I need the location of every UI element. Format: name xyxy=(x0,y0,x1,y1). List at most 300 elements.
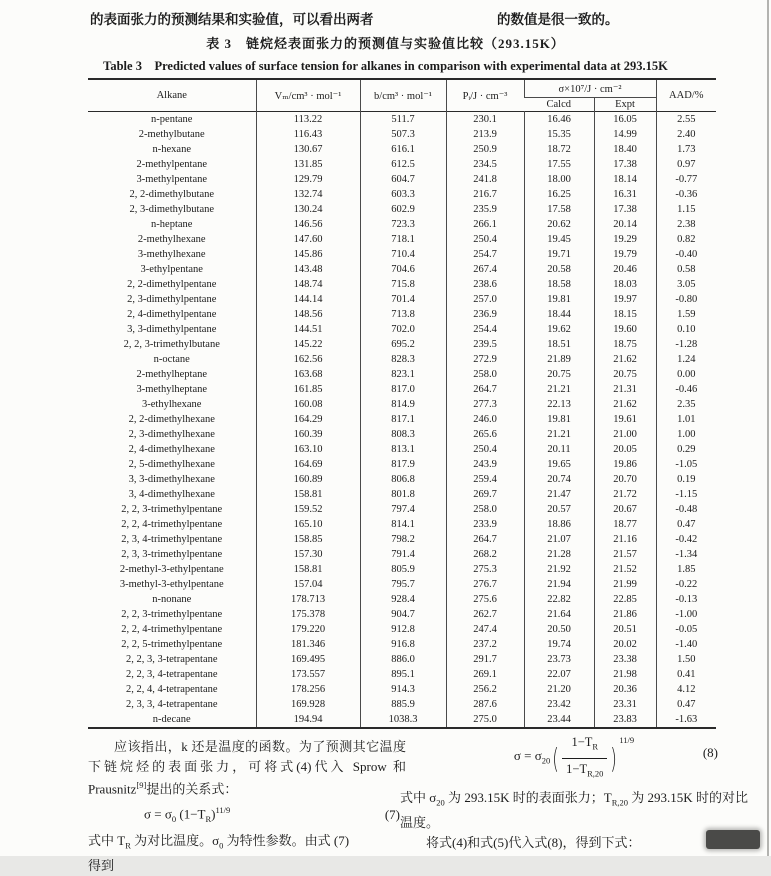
cell-aad: 0.47 xyxy=(656,697,716,712)
cell-alkane: 3-ethylpentane xyxy=(140,264,203,275)
cell-aad: 1.59 xyxy=(656,307,716,322)
cell-expt: 22.85 xyxy=(594,592,656,607)
cell-pi: 262.7 xyxy=(446,607,524,622)
top-paragraph-right-column: 的数值是很一致的。 xyxy=(497,12,619,27)
cell-calcd: 21.89 xyxy=(524,352,594,367)
cell-alkane: 2, 2, 4-trimethylpentane xyxy=(121,519,223,530)
cell-aad: 1.24 xyxy=(656,352,716,367)
cell-alkane: 2, 2, 5-trimethylpentane xyxy=(121,639,223,650)
paragraph-substitute: 将式(4)和式(5)代入式(8)，得到下式： xyxy=(426,834,641,850)
cell-alkane: 2, 2, 3-trimethylpentane xyxy=(121,504,223,515)
cell-alkane: 3, 3-dimethylpentane xyxy=(127,324,217,335)
table-row xyxy=(88,187,716,202)
cell-expt: 21.16 xyxy=(594,532,656,547)
cell-vm: 144.51 xyxy=(256,322,360,337)
table-row xyxy=(88,592,716,607)
cell-alkane: n-octane xyxy=(153,354,190,365)
cell-vm: 146.56 xyxy=(256,217,360,232)
cell-aad: 1.50 xyxy=(656,652,716,667)
cell-expt: 21.98 xyxy=(594,667,656,682)
table-row xyxy=(88,667,716,682)
cell-alkane: n-decane xyxy=(152,714,191,725)
cell-pi: 234.5 xyxy=(446,157,524,172)
cell-vm: 173.557 xyxy=(256,667,360,682)
cell-expt: 21.52 xyxy=(594,562,656,577)
cell-b: 616.1 xyxy=(360,142,446,157)
cell-alkane: 2-methylhexane xyxy=(137,234,206,245)
cell-aad: 0.97 xyxy=(656,157,716,172)
equation-7: $\sigma = \sigma_0$ $(1-T_R)^{11/9}$ (7) xyxy=(88,801,406,829)
table-row xyxy=(88,637,716,652)
cell-b: 808.3 xyxy=(360,427,446,442)
cell-b: 814.1 xyxy=(360,517,446,532)
cell-expt: 18.03 xyxy=(594,277,656,292)
cell-b: 928.4 xyxy=(360,592,446,607)
cell-alkane: n-nonane xyxy=(152,594,192,605)
cell-calcd: 18.58 xyxy=(524,277,594,292)
cell-aad: 0.00 xyxy=(656,367,716,382)
cell-aad: 1.85 xyxy=(656,562,716,577)
table-row xyxy=(88,262,716,277)
cell-expt: 16.05 xyxy=(594,112,656,128)
cell-expt: 17.38 xyxy=(594,157,656,172)
cell-alkane: 2, 2-dimethylbutane xyxy=(129,189,215,200)
cell-alkane: 2, 3, 3, 4-tetrapentane xyxy=(125,699,218,710)
cell-calcd: 17.58 xyxy=(524,202,594,217)
cell-pi: 268.2 xyxy=(446,547,524,562)
table-row xyxy=(88,172,716,187)
header-calcd: Calcd xyxy=(546,99,571,110)
cell-aad: 0.58 xyxy=(656,262,716,277)
equation-8-number: (8) xyxy=(702,745,718,760)
cell-calcd: 18.72 xyxy=(524,142,594,157)
cell-calcd: 21.28 xyxy=(524,547,594,562)
cell-calcd: 21.64 xyxy=(524,607,594,622)
cell-aad: -1.34 xyxy=(656,547,716,562)
cell-calcd: 18.51 xyxy=(524,337,594,352)
table-row xyxy=(88,247,716,262)
cell-pi: 265.6 xyxy=(446,427,524,442)
cell-expt: 21.62 xyxy=(594,397,656,412)
cell-vm: 147.60 xyxy=(256,232,360,247)
cell-b: 602.9 xyxy=(360,202,446,217)
table-row xyxy=(88,562,716,577)
cell-pi: 250.9 xyxy=(446,142,524,157)
eq8-fraction: $\frac{1-T_R}{1-T_{R,20}}$ xyxy=(562,733,607,784)
cell-calcd: 21.92 xyxy=(524,562,594,577)
cell-calcd: 18.44 xyxy=(524,307,594,322)
cell-b: 817.1 xyxy=(360,412,446,427)
cell-calcd: 17.55 xyxy=(524,157,594,172)
cell-alkane: 2, 4-dimethylpentane xyxy=(127,309,217,320)
cell-b: 798.2 xyxy=(360,532,446,547)
cell-pi: 275.3 xyxy=(446,562,524,577)
header-alkane: Alkane xyxy=(156,90,187,101)
cell-b: 805.9 xyxy=(360,562,446,577)
cell-calcd: 20.50 xyxy=(524,622,594,637)
cell-expt: 20.46 xyxy=(594,262,656,277)
cell-calcd: 23.44 xyxy=(524,712,594,728)
cell-pi: 287.6 xyxy=(446,697,524,712)
cell-pi: 267.4 xyxy=(446,262,524,277)
cell-pi: 236.9 xyxy=(446,307,524,322)
cell-aad: 2.38 xyxy=(656,217,716,232)
cell-aad: 0.10 xyxy=(656,322,716,337)
cell-alkane: 3, 3-dimethylhexane xyxy=(128,474,215,485)
cell-vm: 145.86 xyxy=(256,247,360,262)
cell-alkane: 2, 2, 3-trimethylbutane xyxy=(123,339,220,350)
table-row xyxy=(88,442,716,457)
cell-expt: 19.60 xyxy=(594,322,656,337)
cell-alkane: 2-methylpentane xyxy=(136,159,208,170)
cell-vm: 179.220 xyxy=(256,622,360,637)
equation-7-number: (7) xyxy=(384,807,400,823)
cell-vm: 144.14 xyxy=(256,292,360,307)
cell-calcd: 23.42 xyxy=(524,697,594,712)
cell-alkane: 2-methyl-3-ethylpentane xyxy=(119,564,224,575)
cell-calcd: 18.86 xyxy=(524,517,594,532)
cell-vm: 131.85 xyxy=(256,157,360,172)
cell-pi: 235.9 xyxy=(446,202,524,217)
cell-expt: 21.62 xyxy=(594,352,656,367)
cell-pi: 269.1 xyxy=(446,667,524,682)
cell-aad: 0.41 xyxy=(656,667,716,682)
cell-aad: 2.40 xyxy=(656,127,716,142)
cell-b: 718.1 xyxy=(360,232,446,247)
cell-pi: 276.7 xyxy=(446,577,524,592)
cell-pi: 258.0 xyxy=(446,502,524,517)
table-header xyxy=(88,79,716,112)
cell-pi: 259.4 xyxy=(446,472,524,487)
cell-b: 801.8 xyxy=(360,487,446,502)
cell-vm: 169.495 xyxy=(256,652,360,667)
table-row xyxy=(88,142,716,157)
cell-alkane: 2, 2, 4-trimethylpentane xyxy=(121,624,223,635)
cell-pi: 250.4 xyxy=(446,442,524,457)
cell-pi: 257.0 xyxy=(446,292,524,307)
cell-aad: -1.40 xyxy=(656,637,716,652)
cell-vm: 178.256 xyxy=(256,682,360,697)
cell-aad: -1.15 xyxy=(656,487,716,502)
cell-alkane: 2, 2, 3, 4-tetrapentane xyxy=(125,669,218,680)
header-internal-pressure: Pᵢ/J · cm⁻³ xyxy=(446,79,524,112)
cell-b: 916.8 xyxy=(360,637,446,652)
cell-aad: -1.05 xyxy=(656,457,716,472)
table-row xyxy=(88,157,716,172)
cell-b: 886.0 xyxy=(360,652,446,667)
cell-vm: 160.89 xyxy=(256,472,360,487)
cell-b: 1038.3 xyxy=(360,712,446,728)
cell-b: 710.4 xyxy=(360,247,446,262)
cell-vm: 175.378 xyxy=(256,607,360,622)
cell-expt: 20.36 xyxy=(594,682,656,697)
cell-aad: 0.82 xyxy=(656,232,716,247)
cell-pi: 275.0 xyxy=(446,712,524,728)
table-row xyxy=(88,697,716,712)
cell-calcd: 20.57 xyxy=(524,502,594,517)
cell-vm: 164.69 xyxy=(256,457,360,472)
cell-alkane: 3-methylpentane xyxy=(136,174,208,185)
cell-calcd: 16.25 xyxy=(524,187,594,202)
table-row xyxy=(88,337,716,352)
cell-alkane: 2, 2-dimethylhexane xyxy=(128,414,215,425)
table-row xyxy=(88,412,716,427)
cell-aad: -0.80 xyxy=(656,292,716,307)
cell-expt: 20.05 xyxy=(594,442,656,457)
cell-aad: -0.77 xyxy=(656,172,716,187)
cell-calcd: 21.20 xyxy=(524,682,594,697)
cell-aad: 0.47 xyxy=(656,517,716,532)
cell-aad: 1.73 xyxy=(656,142,716,157)
cell-aad: 4.12 xyxy=(656,682,716,697)
cell-vm: 113.22 xyxy=(256,112,360,128)
cell-alkane: 2, 2, 4, 4-tetrapentane xyxy=(125,684,218,695)
cell-expt: 20.75 xyxy=(594,367,656,382)
cell-alkane: 3-methyl-3-ethylpentane xyxy=(119,579,224,590)
cell-expt: 21.31 xyxy=(594,382,656,397)
cell-calcd: 21.94 xyxy=(524,577,594,592)
cell-b: 507.3 xyxy=(360,127,446,142)
cell-b: 702.0 xyxy=(360,322,446,337)
cell-aad: -0.36 xyxy=(656,187,716,202)
cell-expt: 19.79 xyxy=(594,247,656,262)
cell-b: 904.7 xyxy=(360,607,446,622)
cell-pi: 266.1 xyxy=(446,217,524,232)
cell-expt: 18.14 xyxy=(594,172,656,187)
cell-pi: 246.0 xyxy=(446,412,524,427)
cell-expt: 18.77 xyxy=(594,517,656,532)
cell-alkane: 2, 3, 4-trimethylpentane xyxy=(121,534,223,545)
cell-expt: 16.31 xyxy=(594,187,656,202)
cell-calcd: 19.81 xyxy=(524,412,594,427)
cell-pi: 264.7 xyxy=(446,532,524,547)
table-row xyxy=(88,457,716,472)
cell-b: 511.7 xyxy=(360,112,446,128)
cell-b: 612.5 xyxy=(360,157,446,172)
cell-expt: 21.86 xyxy=(594,607,656,622)
cell-expt: 21.57 xyxy=(594,547,656,562)
cell-alkane: 2-methylheptane xyxy=(136,369,208,380)
cell-vm: 158.81 xyxy=(256,487,360,502)
cell-expt: 20.67 xyxy=(594,502,656,517)
cell-pi: 238.6 xyxy=(446,277,524,292)
cell-pi: 216.7 xyxy=(446,187,524,202)
right-paren: ) xyxy=(610,741,618,775)
cell-vm: 194.94 xyxy=(256,712,360,728)
cell-expt: 21.00 xyxy=(594,427,656,442)
cell-expt: 17.38 xyxy=(594,202,656,217)
cell-b: 912.8 xyxy=(360,622,446,637)
table-row xyxy=(88,112,716,128)
cell-vm: 178.713 xyxy=(256,592,360,607)
cell-b: 797.4 xyxy=(360,502,446,517)
cell-expt: 23.83 xyxy=(594,712,656,728)
cell-alkane: 3-ethylhexane xyxy=(142,399,202,410)
table-row xyxy=(88,292,716,307)
table-row xyxy=(88,427,716,442)
cell-b: 795.7 xyxy=(360,577,446,592)
cell-calcd: 23.73 xyxy=(524,652,594,667)
cell-aad: 3.05 xyxy=(656,277,716,292)
cell-alkane: 2, 3-dimethylpentane xyxy=(127,294,217,305)
table-row xyxy=(88,127,716,142)
cell-pi: 256.2 xyxy=(446,682,524,697)
cell-vm: 157.30 xyxy=(256,547,360,562)
cell-calcd: 21.21 xyxy=(524,382,594,397)
cell-vm: 160.39 xyxy=(256,427,360,442)
cell-aad: -0.13 xyxy=(656,592,716,607)
cell-aad: 0.29 xyxy=(656,442,716,457)
table-row xyxy=(88,352,716,367)
cell-calcd: 22.82 xyxy=(524,592,594,607)
cell-alkane: 3-methylheptane xyxy=(136,384,208,395)
reference-mark: [9] xyxy=(136,780,147,790)
cell-aad: -1.28 xyxy=(656,337,716,352)
table-row xyxy=(88,322,716,337)
cell-alkane: 2, 2-dimethylpentane xyxy=(127,279,217,290)
cell-vm: 164.29 xyxy=(256,412,360,427)
cell-calcd: 19.71 xyxy=(524,247,594,262)
cell-alkane: n-heptane xyxy=(151,219,193,230)
cell-calcd: 21.21 xyxy=(524,427,594,442)
cell-calcd: 20.62 xyxy=(524,217,594,232)
table-row xyxy=(88,547,716,562)
cell-vm: 116.43 xyxy=(256,127,360,142)
table-row xyxy=(88,277,716,292)
cell-alkane: n-pentane xyxy=(151,114,193,125)
cell-vm: 148.56 xyxy=(256,307,360,322)
cell-pi: 243.9 xyxy=(446,457,524,472)
header-b-parameter: b/cm³ · mol⁻¹ xyxy=(360,79,446,112)
cell-vm: 165.10 xyxy=(256,517,360,532)
cell-expt: 21.99 xyxy=(594,577,656,592)
paragraph-eq8-explain: 式中 $\sigma_{20}$ 为 293.15K 时的表面张力；$T_{R,20}$ 为 293.15K 时的对比温度。 xyxy=(400,790,748,831)
cell-alkane: 2, 2, 3, 3-tetrapentane xyxy=(125,654,218,665)
table-row xyxy=(88,712,716,728)
table-row xyxy=(88,472,716,487)
cell-expt: 19.97 xyxy=(594,292,656,307)
cell-calcd: 20.58 xyxy=(524,262,594,277)
cell-vm: 158.81 xyxy=(256,562,360,577)
cell-b: 701.4 xyxy=(360,292,446,307)
header-sigma-group: σ×10⁷/J · cm⁻² xyxy=(524,79,656,98)
cell-expt: 20.70 xyxy=(594,472,656,487)
cell-calcd: 20.11 xyxy=(524,442,594,457)
cell-aad: -0.46 xyxy=(656,382,716,397)
cell-aad: 0.19 xyxy=(656,472,716,487)
cell-calcd: 21.07 xyxy=(524,532,594,547)
table-row xyxy=(88,217,716,232)
cell-calcd: 19.65 xyxy=(524,457,594,472)
cell-vm: 130.24 xyxy=(256,202,360,217)
left-paren: ( xyxy=(552,741,559,775)
table-row xyxy=(88,202,716,217)
cell-expt: 18.75 xyxy=(594,337,656,352)
cell-vm: 163.68 xyxy=(256,367,360,382)
cell-aad: -1.63 xyxy=(656,712,716,728)
cell-aad: -0.40 xyxy=(656,247,716,262)
cell-expt: 20.02 xyxy=(594,637,656,652)
cell-vm: 129.79 xyxy=(256,172,360,187)
cell-expt: 19.61 xyxy=(594,412,656,427)
table-row xyxy=(88,622,716,637)
table-row xyxy=(88,682,716,697)
cell-alkane: 2, 2, 3-trimethylpentane xyxy=(121,609,223,620)
cell-pi: 230.1 xyxy=(446,112,524,128)
cell-expt: 23.38 xyxy=(594,652,656,667)
table-caption-english: Table 3 Predicted values of surface tension for alkanes in comparison with experimental data at 293.15K xyxy=(103,59,668,73)
cell-b: 914.3 xyxy=(360,682,446,697)
cell-calcd: 19.81 xyxy=(524,292,594,307)
cell-pi: 291.7 xyxy=(446,652,524,667)
cell-vm: 148.74 xyxy=(256,277,360,292)
cell-alkane: 2-methylbutane xyxy=(138,129,205,140)
cell-aad: -0.48 xyxy=(656,502,716,517)
cell-b: 603.3 xyxy=(360,187,446,202)
cell-calcd: 18.00 xyxy=(524,172,594,187)
table-row xyxy=(88,307,716,322)
cell-expt: 20.14 xyxy=(594,217,656,232)
table-row xyxy=(88,367,716,382)
bottom-right-column xyxy=(400,733,748,852)
cell-aad: -0.22 xyxy=(656,577,716,592)
equation-8: $\sigma = \sigma_{20}$ ( $\frac{1-T_R}{1-T_{R,20}}$ ) 11/9 (8) xyxy=(400,733,748,784)
header-expt: Expt xyxy=(594,98,656,112)
table-row xyxy=(88,232,716,247)
cell-aad: 1.00 xyxy=(656,427,716,442)
cell-b: 806.8 xyxy=(360,472,446,487)
cell-vm: 143.48 xyxy=(256,262,360,277)
cell-aad: -0.05 xyxy=(656,622,716,637)
cell-vm: 160.08 xyxy=(256,397,360,412)
cell-expt: 18.40 xyxy=(594,142,656,157)
cell-calcd: 20.74 xyxy=(524,472,594,487)
cell-vm: 159.52 xyxy=(256,502,360,517)
cell-b: 814.9 xyxy=(360,397,446,412)
cell-alkane: n-hexane xyxy=(152,144,191,155)
cell-aad: 2.35 xyxy=(656,397,716,412)
table-row xyxy=(88,382,716,397)
header-aad: AAD/% xyxy=(656,79,716,112)
cell-b: 823.1 xyxy=(360,367,446,382)
cell-vm: 158.85 xyxy=(256,532,360,547)
cell-expt: 20.51 xyxy=(594,622,656,637)
cell-vm: 163.10 xyxy=(256,442,360,457)
cell-pi: 264.7 xyxy=(446,382,524,397)
cell-expt: 23.31 xyxy=(594,697,656,712)
cell-alkane: 3, 4-dimethylhexane xyxy=(128,489,215,500)
cell-vm: 162.56 xyxy=(256,352,360,367)
cell-calcd: 22.07 xyxy=(524,667,594,682)
cell-b: 817.9 xyxy=(360,457,446,472)
cell-pi: 239.5 xyxy=(446,337,524,352)
scan-edge-artifact xyxy=(767,0,769,856)
cell-pi: 237.2 xyxy=(446,637,524,652)
cell-aad: -0.42 xyxy=(656,532,716,547)
cell-alkane: 2, 3-dimethylbutane xyxy=(129,204,215,215)
cell-alkane: 2, 5-dimethylhexane xyxy=(128,459,215,470)
table-row xyxy=(88,577,716,592)
cell-vm: 161.85 xyxy=(256,382,360,397)
cell-vm: 130.67 xyxy=(256,142,360,157)
cell-b: 704.6 xyxy=(360,262,446,277)
table-row xyxy=(88,502,716,517)
cell-calcd: 16.46 xyxy=(524,112,594,128)
cell-vm: 157.04 xyxy=(256,577,360,592)
cell-calcd: 19.74 xyxy=(524,637,594,652)
cell-b: 715.8 xyxy=(360,277,446,292)
cell-vm: 132.74 xyxy=(256,187,360,202)
